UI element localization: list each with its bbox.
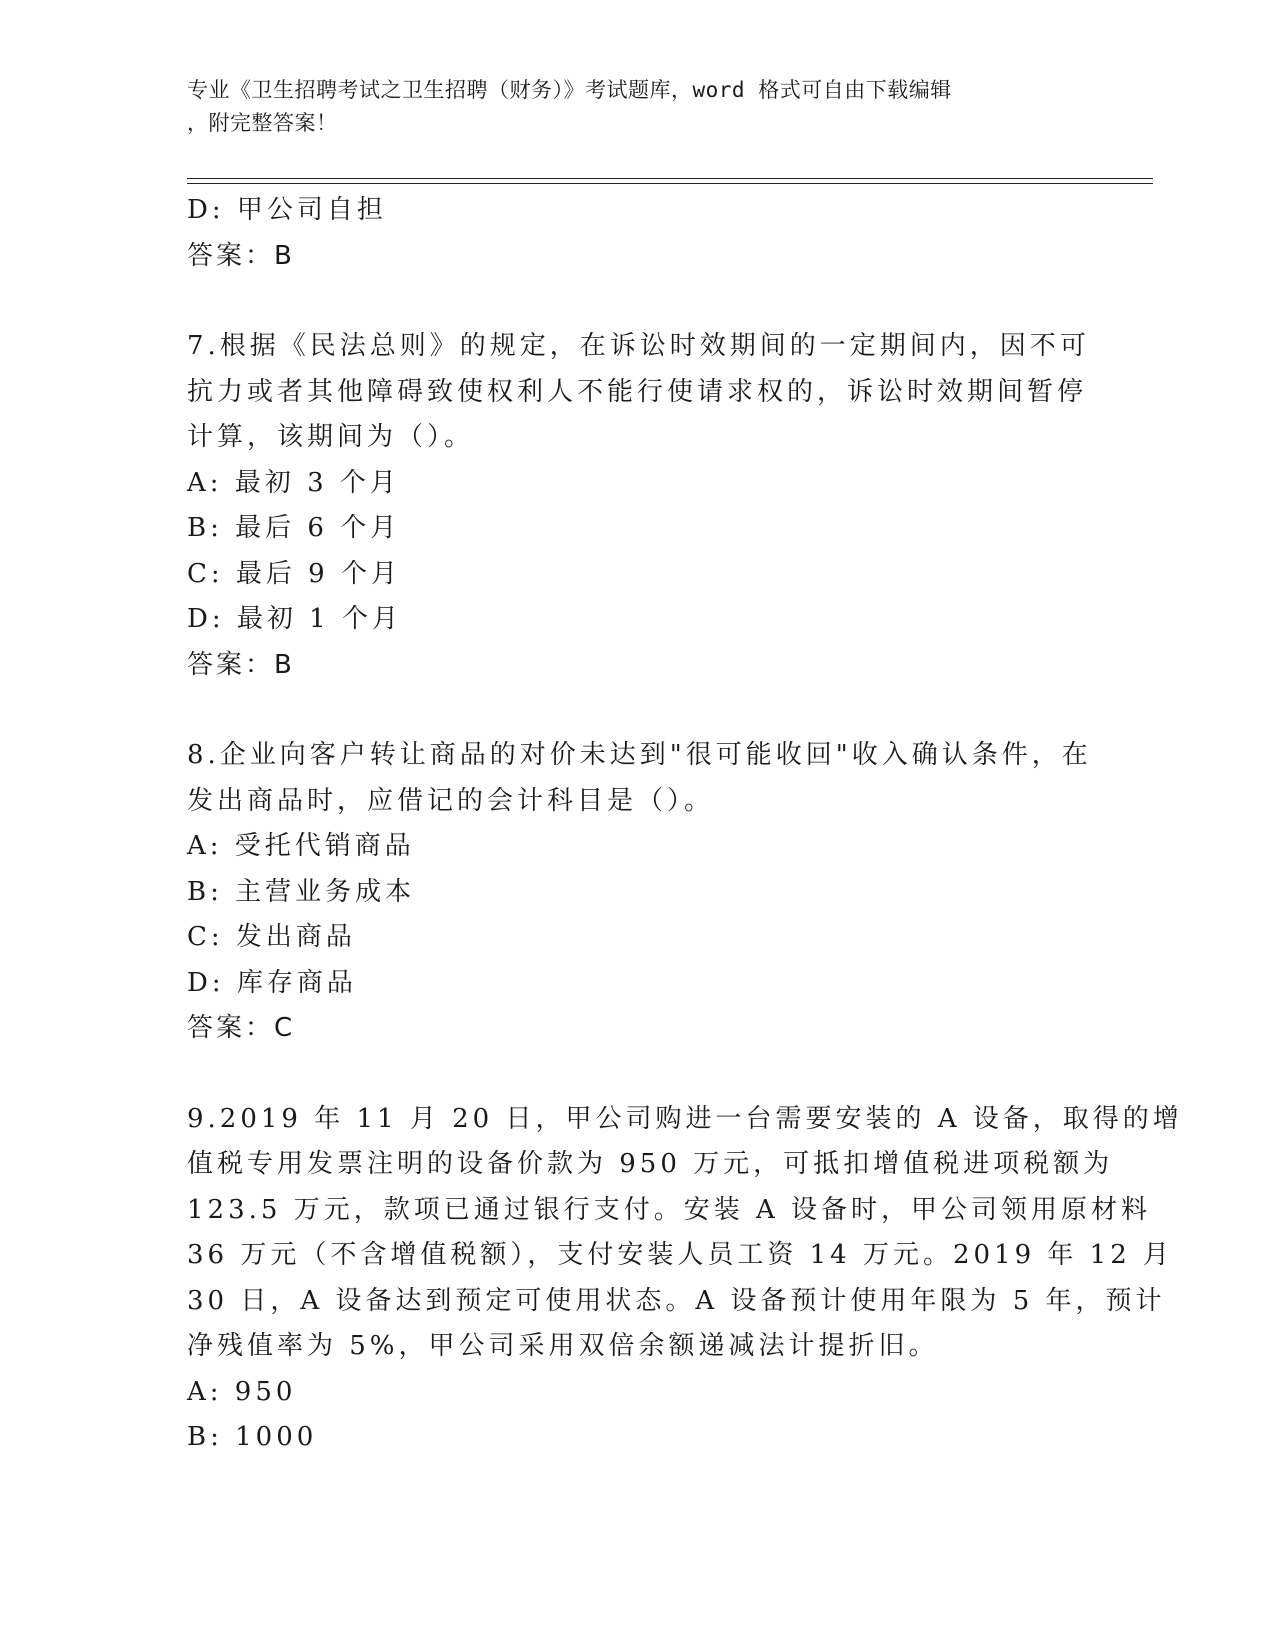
q8-option-d: D: 库存商品	[187, 967, 357, 998]
q7-option-c: C: 最后 9 个月	[187, 558, 401, 589]
q7-answer: 答案：B	[187, 649, 295, 680]
question-8	[187, 733, 1092, 1052]
q9-stem-line-5: 30 日，A 设备达到预定可使用状态。A 设备预计使用年限为 5 年，预计	[187, 1285, 1166, 1316]
header-rule-bottom	[187, 183, 1153, 184]
q9-option-b: B: 1000	[187, 1422, 318, 1452]
q8-answer: 答案：C	[187, 1013, 296, 1043]
q8-option-b: B: 主营业务成本	[187, 876, 416, 907]
q9-stem-line-2: 值税专用发票注明的设备价款为 950 万元，可抵扣增值税进项税额为	[187, 1149, 1114, 1179]
question-7	[187, 324, 1090, 688]
q8-option-c: C: 发出商品	[187, 922, 356, 952]
q7-option-a: A: 最初 3 个月	[187, 467, 400, 498]
q7-option-b: B: 最后 6 个月	[187, 513, 401, 543]
q7-stem-line-3: 计算，该期间为（）。	[187, 422, 475, 452]
q8-stem-line-1: 8.企业向客户转让商品的对价未达到"很可能收回"收入确认条件，在	[187, 740, 1092, 770]
q6-answer: 答案：B	[187, 240, 295, 271]
question-list	[187, 188, 1183, 1461]
header-rule-top	[187, 178, 1153, 179]
q9-stem-line-1: 9.2019 年 11 月 20 日，甲公司购进一台需要安装的 A 设备，取得的增	[187, 1103, 1183, 1134]
header-line-2: ，附完整答案！	[187, 111, 338, 135]
q8-option-a: A: 受托代销商品	[187, 831, 415, 861]
q8-stem-line-2: 发出商品时，应借记的会计科目是（）。	[187, 785, 715, 816]
q9-stem-line-6: 净残值率为 5%，甲公司采用双倍余额递减法计提折旧。	[187, 1331, 939, 1361]
spacer	[187, 688, 1087, 733]
spacer	[187, 1052, 1087, 1097]
q9-stem-line-3: 123.5 万元，款项已通过银行支付。安装 A 设备时，甲公司领用原材料	[187, 1194, 1152, 1225]
q7-option-d: D: 最初 1 个月	[187, 604, 402, 634]
q9-stem-line-4: 36 万元（不含增值税额），支付安装人员工资 14 万元。2019 年 12 月	[187, 1240, 1174, 1270]
question-6-tail	[187, 188, 1087, 279]
spacer	[187, 279, 1087, 324]
page-header	[187, 74, 1067, 140]
q9-option-a: A: 950	[187, 1376, 297, 1407]
q6-option-d: D: 甲公司自担	[187, 195, 387, 225]
question-9	[187, 1097, 1183, 1461]
header-line-1: 专业《卫生招聘考试之卫生招聘（财务）》考试题库，word 格式可自由下载编辑	[187, 78, 952, 102]
q7-stem-line-1: 7.根据《民法总则》的规定，在诉讼时效期间的一定期间内，因不可	[187, 331, 1090, 361]
q7-stem-line-2: 抗力或者其他障碍致使权利人不能行使请求权的，诉讼时效期间暂停	[187, 376, 1088, 407]
